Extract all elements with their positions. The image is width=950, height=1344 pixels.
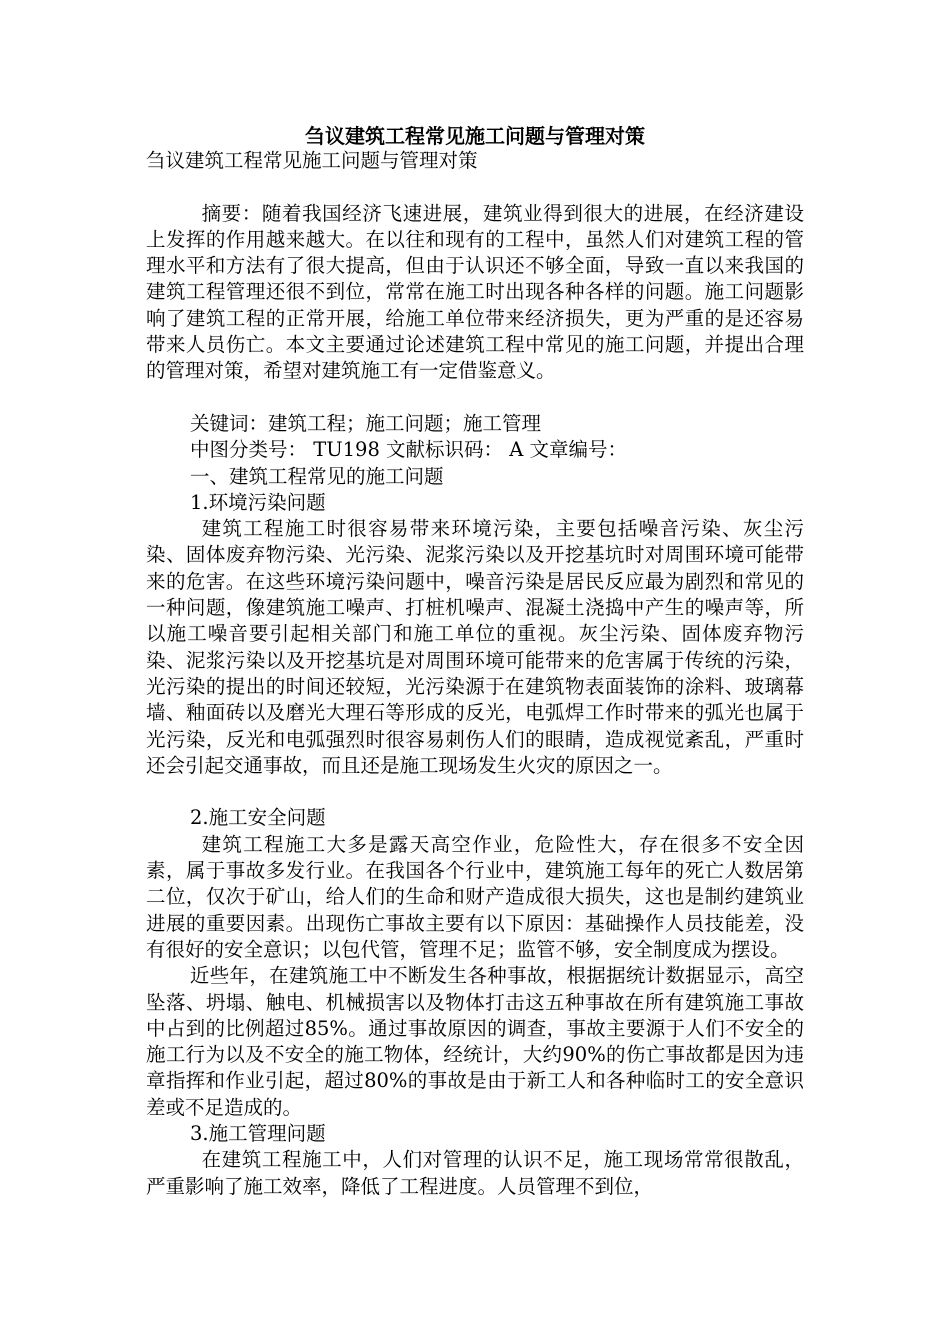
body-paragraph: 建筑工程施工时很容易带来环境污染，主要包括噪音污染、灰尘污染、固体废弃物污染、光污染、泥浆污染以及开挖基坑时对周围环境可能带来的危害。在这些环境污染问题中，噪音污染是居民反应最为剧烈和常见的一种问题，像建筑施工噪声、打桩机噪声、混凝土浇捣中产生的噪声等，所以施工噪音要引起相关部门和施工单位的重视。灰尘污染、固体废弃物污染、泥浆污染以及开挖基坑是对周围环境可能带来的危害属于传统的污染，光污染的提出的时间还较短，光污染源于在建筑物表面装饰的涂料、玻璃幕墙、釉面砖以及磨光大理石等形成的反光，电弧焊工作时带来的弧光也属于光污染，反光和电弧强烈时很容易刺伤人们的眼睛，造成视觉紊乱，严重时还会引起交通事故，而且还是施工现场发生火灾的原因之一。 [146, 517, 804, 777]
body-paragraph: 建筑工程施工大多是露天高空作业，危险性大，存在很多不安全因素，属于事故多发行业。在我国各个行业中，建筑施工每年的死亡人数居第二位，仅次于矿山，给人们的生命和财产造成很大损失，这也是制约建筑业进展的重要因素。出现伤亡事故主要有以下原因：基础操作人员技能差，没有很好的安全意识；以包代管，管理不足；监管不够，安全制度成为摆设。 [146, 832, 804, 961]
spacer [146, 385, 804, 411]
body-paragraph: 在建筑工程施工中，人们对管理的认识不足，施工现场常常很散乱，严重影响了施工效率，降低了工程进度。人员管理不到位， [146, 1148, 804, 1198]
subsection-heading: 2.施工安全问题 [190, 806, 326, 830]
spacer [146, 779, 804, 805]
keywords-line: 关键词：建筑工程；施工问题；施工管理 [190, 411, 542, 435]
document-title: 刍议建筑工程常见施工问题与管理对策 [305, 124, 645, 148]
document-subtitle: 刍议建筑工程常见施工问题与管理对策 [146, 149, 478, 172]
body-paragraph: 近些年，在建筑施工中不断发生各种事故，根据据统计数据显示，高空坠落、坍塌、触电、机械损害以及物体打击这五种事故在所有建筑施工事故中占到的比例超过85%。通过事故原因的调查，事故主要源于人们不安全的施工行为以及不安全的施工物体，经统计，大约90%的伤亡事故都是因为违章指挥和作业引起，超过80%的事故是由于新工人和各种临时工的安全意识差或不足造成的。 [146, 964, 804, 1119]
section-heading: 一、建筑工程常见的施工问题 [190, 464, 444, 488]
subsection-heading: 3.施工管理问题 [190, 1121, 326, 1145]
document-body [146, 148, 804, 1200]
abstract-paragraph: 摘要：随着我国经济飞速进展，建筑业得到很大的进展，在经济建设上发挥的作用越来越大。在以往和现有的工程中，虽然人们对建筑工程的管理水平和方法有了很大提高，但由于认识还不够全面，导致一直以来我国的建筑工程管理还很不到位，常常在施工时出现各种各样的问题。施工问题影响了建筑工程的正常开展，给施工单位带来经济损失，更为严重的是还容易带来人员伤亡。本文主要通过论述建筑工程中常见的施工问题，并提出合理的管理对策，希望对建筑施工有一定借鉴意义。 [146, 201, 804, 383]
subsection-heading: 1.环境污染问题 [190, 490, 326, 514]
classification-line: 中图分类号： TU198 文献标识码： A 文章编号： [190, 438, 628, 462]
spacer [146, 174, 804, 200]
